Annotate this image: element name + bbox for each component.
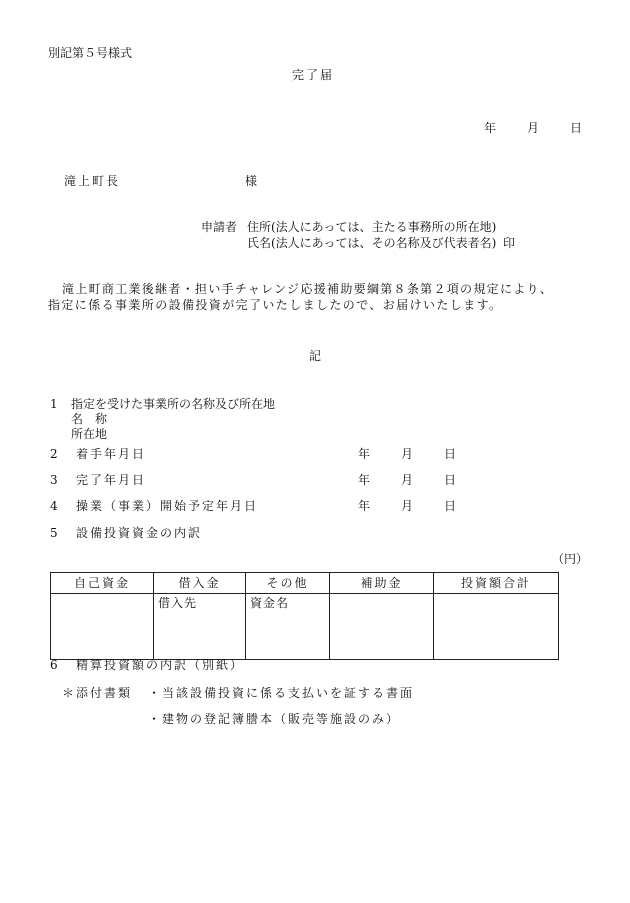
table-row [51, 594, 559, 660]
day-label: 日 [570, 121, 583, 135]
month-label: 月 [401, 499, 414, 513]
item-1-number: 1 [50, 397, 58, 411]
cell-subsidy [330, 594, 434, 660]
item-6-number: 6 [50, 658, 58, 672]
form-id: 別記第５号様式 [48, 46, 133, 60]
item-4-number: 4 [50, 499, 58, 513]
document-title: 完了届 [292, 68, 335, 82]
day-label: 日 [444, 473, 457, 487]
item-5-label: 設備投資資金の内訳 [76, 526, 203, 540]
investment-breakdown-table [50, 572, 559, 660]
header-borrowings: 借入金 [154, 573, 246, 594]
item-1-label: 指定を受けた事業所の名称及び所在地 [71, 397, 276, 411]
applicant-label: 申請者 [201, 220, 238, 234]
header-total: 投資額合計 [434, 573, 559, 594]
item-2-label: 着手年月日 [76, 447, 147, 461]
applicant-name: 氏名(法人にあっては、その名称及び代表者名) [247, 236, 497, 250]
month-label: 月 [401, 473, 414, 487]
month-label: 月 [527, 121, 540, 135]
applicant-address: 住所(法人にあっては、主たる事務所の所在地) [247, 220, 497, 234]
year-label: 年 [358, 473, 371, 487]
attachment-item-2: ・建物の登記簿謄本（販売等施設のみ） [148, 712, 401, 726]
currency-unit: （円） [552, 552, 589, 566]
month-label: 月 [401, 447, 414, 461]
day-label: 日 [444, 499, 457, 513]
addressee-honorific: 様 [245, 174, 258, 188]
attachment-item-1: ・当該設備投資に係る支払いを証する書面 [148, 686, 415, 700]
item-3-number: 3 [50, 473, 58, 487]
item-5-number: 5 [50, 526, 58, 540]
item-1-location-label: 所在地 [71, 427, 108, 441]
body-line-2: 指定に係る事業所の設備投資が完了いたしましたので、お届けいたします。 [48, 298, 503, 312]
year-label: 年 [358, 499, 371, 513]
item-4-date [0, 500, 630, 514]
item-4-label: 操業（事業）開始予定年月日 [76, 499, 259, 513]
year-label: 年 [358, 447, 371, 461]
item-3-label: 完了年月日 [76, 473, 147, 487]
attachments-label: ＊添付書類 [62, 686, 133, 700]
cell-own-funds [51, 594, 154, 660]
item-6-label: 精算投資額の内訳（別紙） [76, 658, 245, 672]
addressee-name: 滝上町長 [64, 174, 121, 188]
item-3-date [0, 474, 630, 488]
item-1-name-label: 名 称 [71, 412, 108, 426]
header-subsidy: 補助金 [330, 573, 434, 594]
cell-fund-name: 資金名 [246, 594, 330, 660]
seal-mark: 印 [503, 236, 516, 250]
header-own-funds: 自己資金 [51, 573, 154, 594]
item-2-date [0, 448, 630, 462]
table-header-row [51, 573, 559, 594]
item-2-number: 2 [50, 447, 58, 461]
year-label: 年 [484, 121, 497, 135]
day-label: 日 [444, 447, 457, 461]
body-line-1: 滝上町商工業後継者・担い手チャレンジ応援補助要綱第８条第２項の規定により、 [62, 282, 554, 296]
ki-heading: 記 [309, 349, 322, 363]
cell-total [434, 594, 559, 660]
submission-date [0, 122, 630, 136]
header-other: その他 [246, 573, 330, 594]
cell-lender: 借入先 [154, 594, 246, 660]
